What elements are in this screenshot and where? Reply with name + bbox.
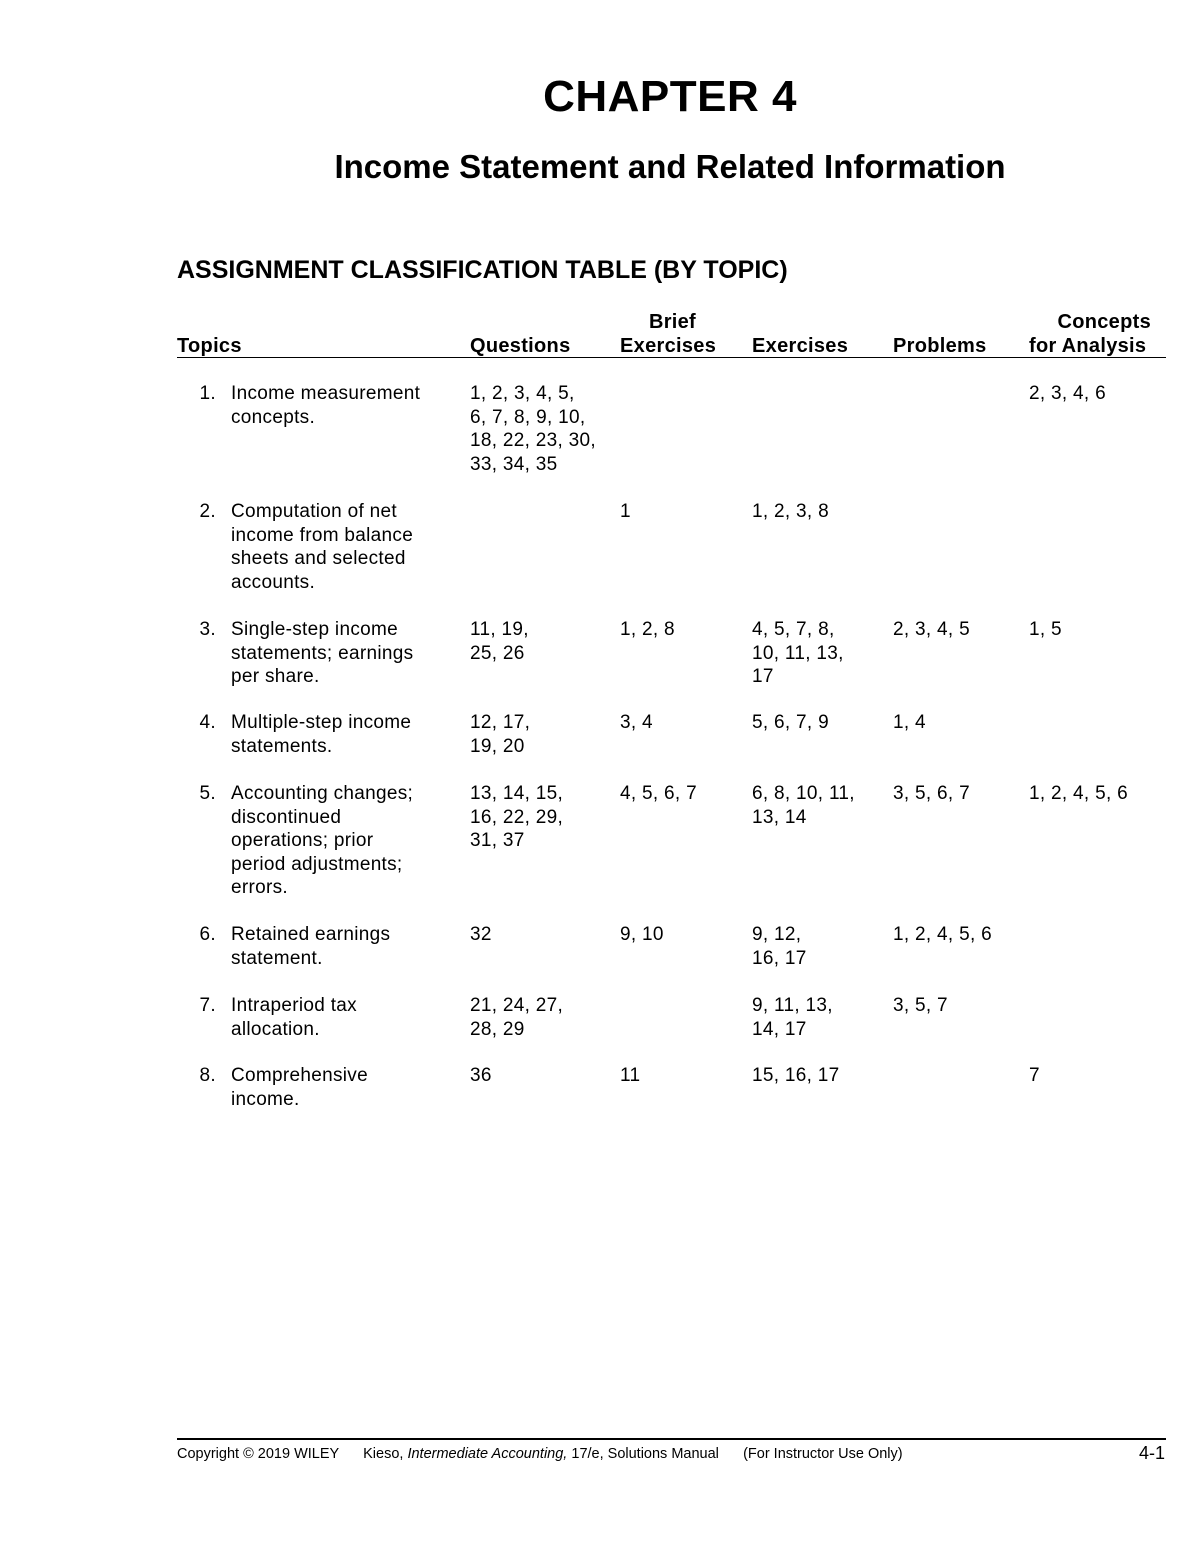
problems-cell: 2, 3, 4, 5 [893, 619, 970, 640]
exercises-cell: 15, 16, 17 [752, 1065, 840, 1086]
problems-cell: 3, 5, 6, 7 [893, 783, 970, 804]
questions-cell: 32 [470, 924, 492, 945]
topic-cell: Computation of net income from balance sheets and selected accounts. [231, 501, 414, 593]
page-number: 4-1 [1138, 1443, 1165, 1463]
brief-exercises-cell: 4, 5, 6, 7 [620, 783, 697, 804]
questions-cell: 11, 19, 25, 26 [470, 619, 529, 664]
exercises-cell: 1, 2, 3, 8 [752, 501, 829, 522]
problems-cell: 3, 5, 7 [893, 995, 948, 1016]
topic-cell: Accounting changes; discontinued operations; prior period adjustments; errors. [231, 783, 414, 898]
problems-cell: 1, 2, 4, 5, 6 [893, 924, 992, 945]
row-number: 8. [199, 1065, 216, 1086]
chapter-title: CHAPTER 4 [543, 72, 797, 121]
column-header-topics: Topics [177, 335, 242, 357]
topic-cell: Income measurement concepts. [231, 383, 421, 428]
brief-exercises-cell: 1 [620, 501, 631, 522]
exercises-cell: 6, 8, 10, 11, 13, 14 [752, 783, 855, 828]
concepts-cell: 7 [1029, 1065, 1040, 1086]
footer-rule [177, 1438, 1166, 1440]
questions-cell: 1, 2, 3, 4, 5, 6, 7, 8, 9, 10, 18, 22, 23, 30, 33, 34, 35 [470, 383, 596, 475]
topic-cell: Multiple-step income statements. [231, 712, 412, 757]
table-heading: ASSIGNMENT CLASSIFICATION TABLE (BY TOPIC) [177, 256, 788, 284]
header-rule [177, 357, 1166, 358]
footer-usage: (For Instructor Use Only) [743, 1446, 903, 1462]
footer-book-title: Intermediate Accounting, [407, 1446, 568, 1462]
column-header-exercises: Exercises [752, 335, 849, 357]
concepts-cell: 1, 5 [1029, 619, 1062, 640]
exercises-cell: 9, 11, 13, 14, 17 [752, 995, 833, 1040]
topic-cell: Intraperiod tax allocation. [231, 995, 357, 1040]
concepts-cell: 2, 3, 4, 6 [1029, 383, 1106, 404]
questions-cell: 21, 24, 27, 28, 29 [470, 995, 564, 1040]
footer-copyright: Copyright © 2019 WILEY [177, 1446, 339, 1462]
row-number: 4. [199, 712, 216, 733]
column-header-problems: Problems [893, 335, 987, 357]
questions-cell: 36 [470, 1065, 492, 1086]
row-number: 3. [199, 619, 216, 640]
chapter-subtitle: Income Statement and Related Information [334, 148, 1006, 185]
exercises-cell: 4, 5, 7, 8, 10, 11, 13, 17 [752, 619, 844, 687]
column-header-concepts-line2: for Analysis [1029, 335, 1147, 357]
topic-cell: Single-step income statements; earnings per share. [231, 619, 414, 687]
column-header-brief-exercises-line1: Brief [648, 311, 697, 333]
row-number: 7. [199, 995, 216, 1016]
topic-cell: Retained earnings statement. [231, 924, 391, 969]
brief-exercises-cell: 11 [620, 1065, 641, 1086]
concepts-cell: 1, 2, 4, 5, 6 [1029, 783, 1128, 804]
exercises-cell: 9, 12, 16, 17 [752, 924, 807, 969]
row-number: 6. [199, 924, 216, 945]
brief-exercises-cell: 1, 2, 8 [620, 619, 675, 640]
row-number: 5. [199, 783, 216, 804]
questions-cell: 12, 17, 19, 20 [470, 712, 531, 757]
row-number: 2. [199, 501, 216, 522]
problems-cell: 1, 4 [893, 712, 926, 733]
column-header-brief-exercises-line2: Exercises [620, 335, 717, 357]
column-header-concepts-line1: Concepts [1057, 311, 1151, 333]
exercises-cell: 5, 6, 7, 9 [752, 712, 829, 733]
footer-edition: 17/e, Solutions Manual [571, 1446, 719, 1462]
footer-author: Kieso, [363, 1446, 404, 1462]
brief-exercises-cell: 3, 4 [620, 712, 653, 733]
topic-cell: Comprehensive income. [231, 1065, 368, 1110]
brief-exercises-cell: 9, 10 [620, 924, 664, 945]
row-number: 1. [199, 383, 216, 404]
questions-cell: 13, 14, 15, 16, 22, 29, 31, 37 [470, 783, 564, 851]
column-header-questions: Questions [470, 335, 571, 357]
footer-text [177, 1446, 903, 1462]
